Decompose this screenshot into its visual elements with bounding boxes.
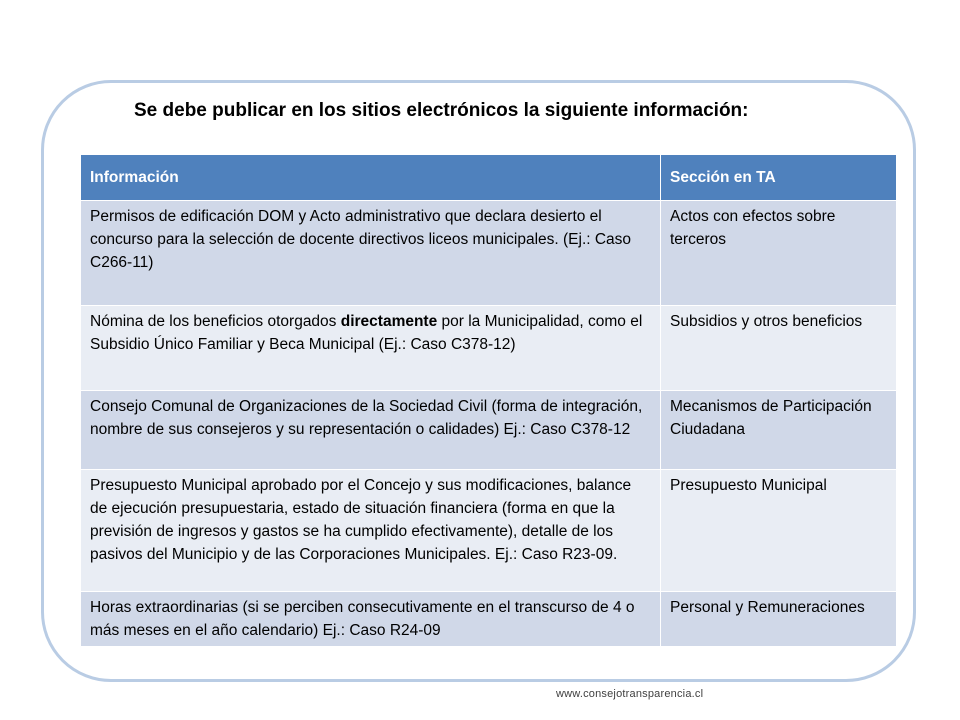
info-cell: Presupuesto Municipal aprobado por el Concejo y sus modificaciones, balance de ejecución presupuestaria, estado de situación financiera (forma en que la previsión de ingresos y gastos se ha cumplido efectivamente), detalle de los pasivos del Municipio y de las Corporaciones Municipales. Ej.: Caso R23-09. (81, 470, 661, 592)
table-row (81, 470, 897, 592)
info-text-bold: directamente (340, 313, 438, 330)
section-cell: Presupuesto Municipal (661, 470, 897, 592)
table-header-row (81, 155, 897, 201)
section-cell: Personal y Remuneraciones (661, 592, 897, 647)
header-informacion: Información (81, 155, 661, 201)
footer-url: www.consejotransparencia.cl (556, 688, 704, 700)
info-text: por la Municipalidad, como el Subsidio Único Familiar y Beca Municipal (Ej.: Caso C378-12) (90, 313, 643, 353)
info-cell: Consejo Comunal de Organizaciones de la Sociedad Civil (forma de integración, nombre de sus consejeros y su representación o calidades) Ej.: Caso C378-12 (81, 391, 661, 470)
info-cell (81, 306, 661, 391)
section-cell: Mecanismos de Participación Ciudadana (661, 391, 897, 470)
section-cell: Subsidios y otros beneficios (661, 306, 897, 391)
info-table (80, 154, 897, 647)
info-text: Nómina de los beneficios otorgados (90, 313, 341, 330)
info-cell: Horas extraordinarias (si se perciben consecutivamente en el transcurso de 4 o más meses en el año calendario) Ej.: Caso R24-09 (81, 592, 661, 647)
info-cell: Permisos de edificación DOM y Acto administrativo que declara desierto el concurso para la selección de docente directivos liceos municipales. (Ej.: Caso C266-11) (81, 201, 661, 306)
table-row (81, 592, 897, 647)
slide-title: Se debe publicar en los sitios electrónicos la siguiente información: (134, 100, 749, 121)
table-row (81, 391, 897, 470)
section-cell: Actos con efectos sobre terceros (661, 201, 897, 306)
table-row (81, 201, 897, 306)
header-seccion: Sección en TA (661, 155, 897, 201)
table-row (81, 306, 897, 391)
